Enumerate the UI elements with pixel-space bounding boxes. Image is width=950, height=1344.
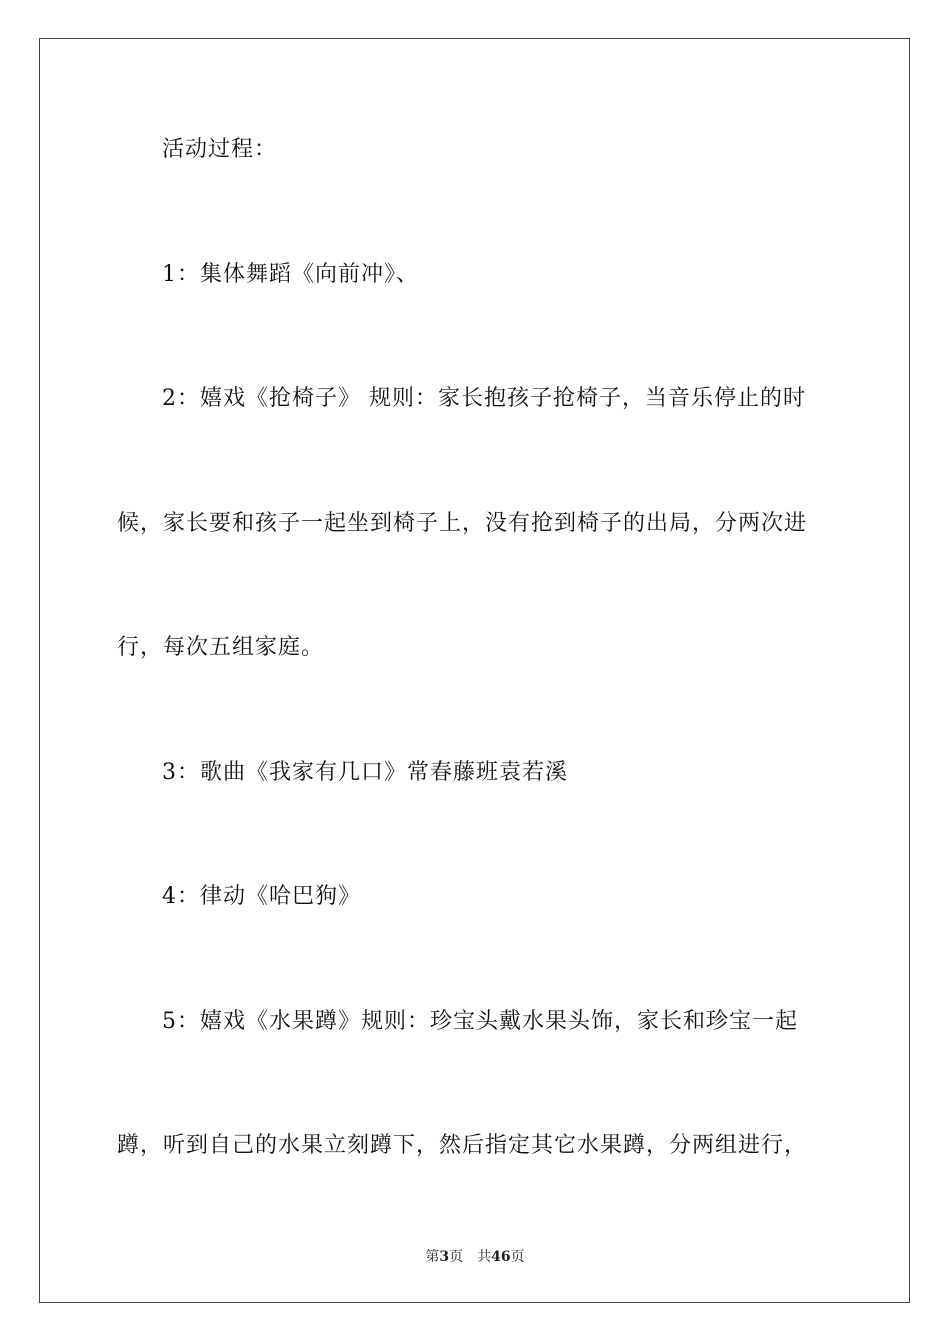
paragraph-line: 3：歌曲《我家有几口》常春藤班袁若溪: [162, 760, 568, 785]
paragraph-line: 活动过程：: [162, 137, 278, 162]
paragraph-line: 候，家长要和孩子一起坐到椅子上，没有抢到椅子的出局，分两次进: [117, 511, 808, 536]
total-suffix: 页: [510, 1249, 525, 1265]
paragraph-line: 行，每次五组家庭。: [117, 635, 325, 660]
page-number: 3: [439, 1249, 450, 1265]
page-border: [39, 38, 910, 1303]
page-suffix: 页: [449, 1249, 464, 1265]
paragraph-line: 5：嬉戏《水果蹲》规则：珍宝头戴水果头饰，家长和珍宝一起: [162, 1009, 798, 1034]
paragraph-line: 蹲，听到自己的水果立刻蹲下，然后指定其它水果蹲，分两组进行，: [117, 1133, 808, 1158]
page-footer: [0, 1248, 950, 1266]
total-prefix: 共: [477, 1249, 492, 1265]
page-prefix: 第: [425, 1249, 440, 1265]
total-pages: 46: [491, 1249, 511, 1265]
paragraph-line: 2：嬉戏《抢椅子》 规则：家长抱孩子抢椅子，当音乐停止的时: [162, 386, 806, 411]
paragraph-line: 4：律动《哈巴狗》: [162, 884, 361, 909]
paragraph-line: 1：集体舞蹈《向前冲》、: [162, 262, 419, 287]
